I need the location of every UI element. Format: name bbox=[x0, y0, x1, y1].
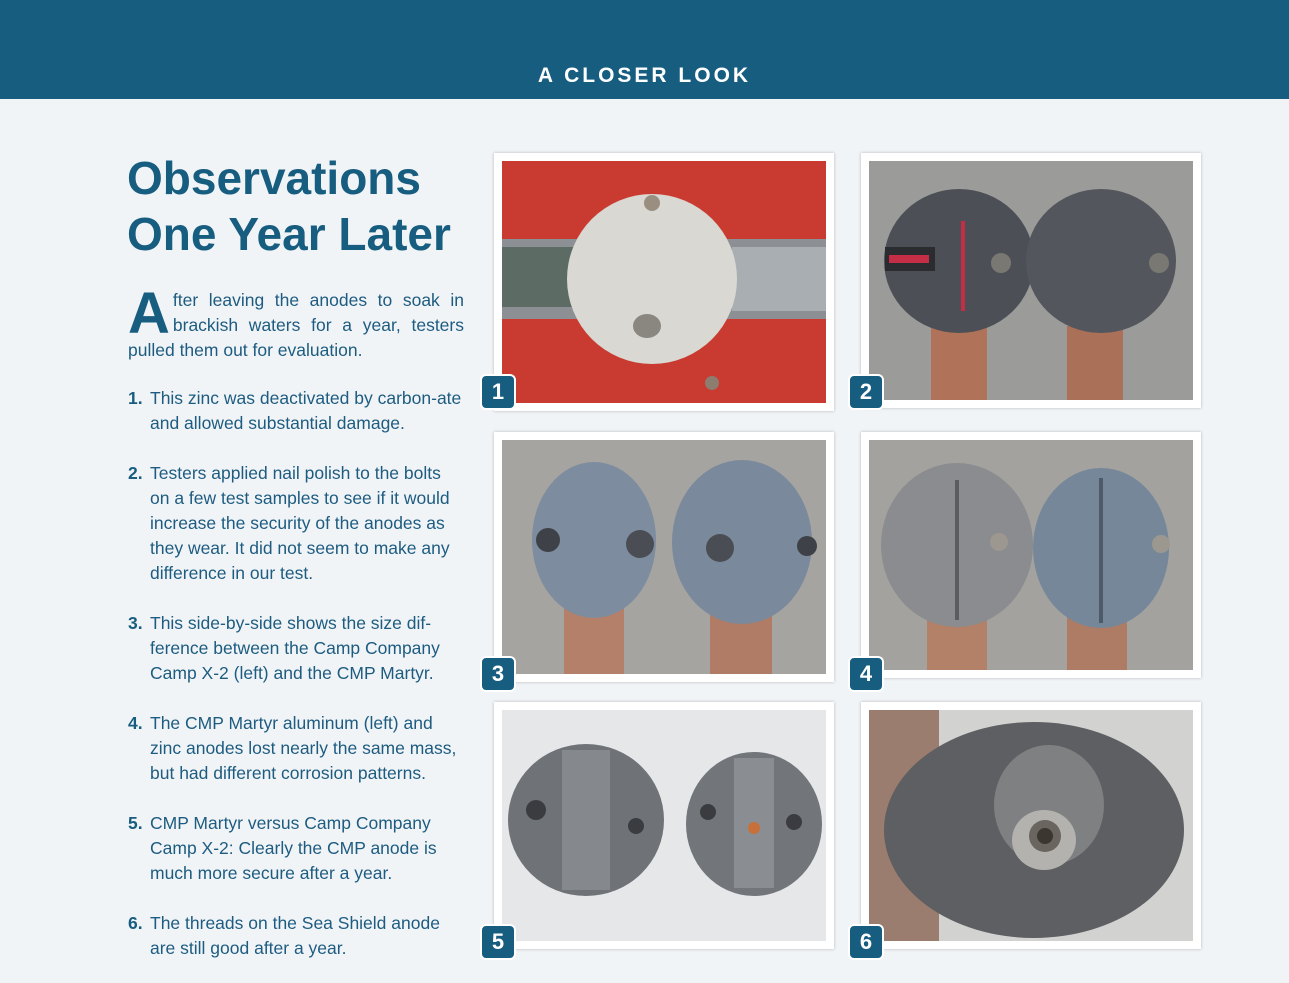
photo-6-image bbox=[869, 710, 1193, 941]
photo-badge-4: 4 bbox=[848, 656, 884, 692]
observation-number: 1. bbox=[128, 388, 143, 408]
observation-item-3 bbox=[128, 611, 464, 686]
observation-number: 5. bbox=[128, 813, 143, 833]
observation-item-6 bbox=[128, 911, 464, 961]
title-line-2: One Year Later bbox=[127, 208, 451, 260]
observation-item-2 bbox=[128, 461, 464, 586]
photo-5-image bbox=[502, 710, 826, 941]
observation-text: The threads on the Sea Shield anode are still good after a year. bbox=[150, 913, 440, 958]
observation-text: CMP Martyr versus Camp Company Camp X-2: Clearly the CMP anode is much more secure after a year. bbox=[150, 813, 437, 883]
photo-badge-1: 1 bbox=[480, 374, 516, 410]
observation-number: 3. bbox=[128, 613, 143, 633]
photo-badge-6: 6 bbox=[848, 924, 884, 960]
photo-badge-3: 3 bbox=[480, 656, 516, 692]
section-label: A CLOSER LOOK bbox=[537, 64, 752, 87]
photo-2 bbox=[861, 153, 1201, 408]
observation-text: This side-by-side shows the size dif-ference between the Camp Company Camp X-2 (left) and the CMP Martyr. bbox=[150, 613, 440, 683]
photo-5 bbox=[494, 702, 834, 949]
observation-item-4 bbox=[128, 711, 464, 786]
observation-text: The CMP Martyr aluminum (left) and zinc anodes lost nearly the same mass, but had different corrosion patterns. bbox=[150, 713, 457, 783]
drop-cap: A bbox=[128, 281, 170, 346]
title-line-1: Observations bbox=[127, 152, 421, 204]
photo-4-image bbox=[869, 440, 1193, 670]
photo-6 bbox=[861, 702, 1201, 949]
intro-paragraph bbox=[128, 281, 464, 363]
observation-number: 6. bbox=[128, 913, 143, 933]
photo-3-image bbox=[502, 440, 826, 674]
photo-3 bbox=[494, 432, 834, 682]
observation-item-5 bbox=[128, 811, 464, 886]
observation-text: This zinc was deactivated by carbon-ate and allowed substantial damage. bbox=[150, 388, 462, 433]
intro-text: fter leaving the anodes to soak in brackish waters for a year, testers pulled them out for evaluation. bbox=[128, 290, 464, 360]
photo-badge-5: 5 bbox=[480, 924, 516, 960]
photo-2-image bbox=[869, 161, 1193, 400]
observation-item-1 bbox=[128, 386, 464, 436]
observation-number: 2. bbox=[128, 463, 143, 483]
photo-4 bbox=[861, 432, 1201, 678]
photo-badge-2: 2 bbox=[848, 374, 884, 410]
photo-1 bbox=[494, 153, 834, 411]
observations-list bbox=[128, 386, 464, 983]
page-title bbox=[127, 150, 487, 262]
observation-text: Testers applied nail polish to the bolts on a few test samples to see if it would increase the security of the anodes as they wear. It did not seem to make any difference in our test. bbox=[150, 463, 450, 583]
photo-1-image bbox=[502, 161, 826, 403]
observation-number: 4. bbox=[128, 713, 143, 733]
